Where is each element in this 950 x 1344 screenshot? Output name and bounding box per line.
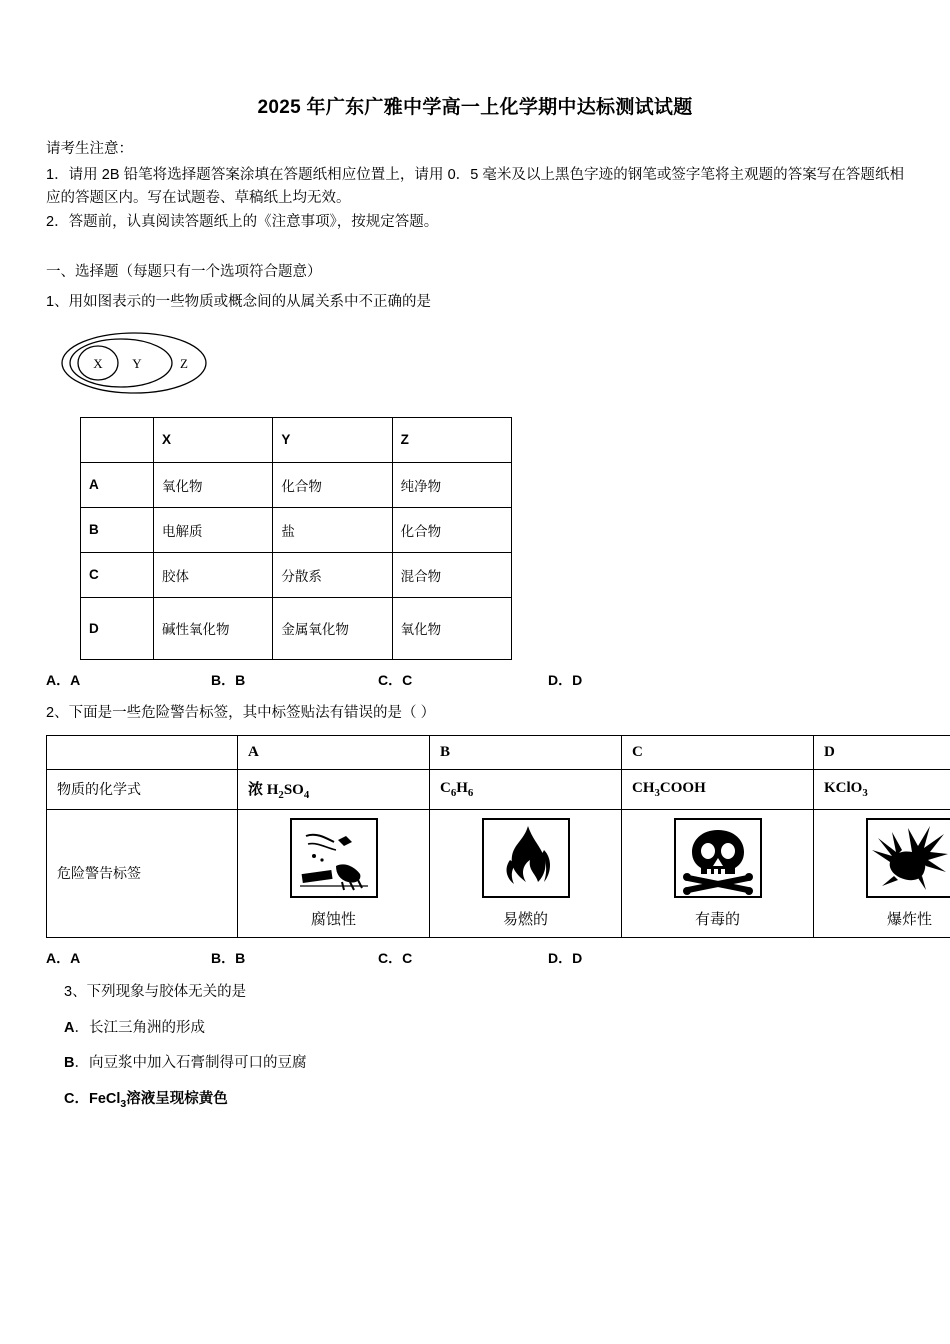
cell-y: 分散系: [273, 552, 392, 597]
explosive-icon: [866, 818, 950, 898]
cell-x: 电解质: [154, 507, 273, 552]
notice-line-2: 2．答题前，认真阅读答题纸上的《注意事项》，按规定答题。: [46, 213, 439, 230]
row-label: B: [81, 507, 154, 552]
formula-b: $C_6H_6$: [430, 769, 622, 809]
formula-d: KClO$_3$: [814, 769, 950, 809]
table-row: [81, 597, 512, 659]
cell-z: 混合物: [392, 552, 511, 597]
flammable-icon: [482, 818, 570, 898]
table-header-y: Y: [273, 417, 392, 462]
question-3-option-b[interactable]: B．向豆浆中加入石膏制得可口的豆腐: [64, 1055, 307, 1072]
notice-heading: 请考生注意：: [46, 141, 133, 157]
table-row: [81, 507, 512, 552]
question-2-table: [46, 735, 950, 938]
venn-diagram: [58, 323, 258, 403]
cell-y: 金属氧化物: [273, 597, 392, 659]
cell-x: 碱性氧化物: [154, 597, 273, 659]
row-label-hazard: 危险警告标签: [47, 809, 238, 937]
cell-x: 胶体: [154, 552, 273, 597]
cell-y: 化合物: [273, 462, 392, 507]
cell-z: 纯净物: [392, 462, 511, 507]
hazard-cell-c: [622, 809, 814, 937]
question-1-table: [80, 417, 512, 660]
option-a[interactable]: A．A: [46, 949, 81, 966]
table-row-formula: [47, 769, 950, 809]
row-label: A: [81, 462, 154, 507]
venn-label-x: X: [93, 355, 103, 371]
venn-label-z: Z: [180, 355, 188, 371]
table-header-b: B: [430, 735, 622, 769]
corrosive-icon: [290, 818, 378, 898]
row-label: D: [81, 597, 154, 659]
hazard-caption-a: 腐蚀性: [310, 911, 356, 928]
formula-c: $CH_3COOH$: [622, 769, 814, 809]
notice-line-1: 1．请用 2B 铅笔将选择题答案涂填在答题纸相应位置上，请用 0．5 毫米及以上黑色字迹的钢笔或签字笔将主观题的答案写在答题纸相应的答题区内。写在试题卷、草稿纸上均无效。: [46, 167, 904, 207]
page-title: 2025 年广东广雅中学高一上化学期中达标测试试题: [257, 97, 693, 118]
table-row: [81, 552, 512, 597]
toxic-skull-icon: [674, 818, 762, 898]
cell-z: 氧化物: [392, 597, 511, 659]
question-3-stem: 3、下列现象与胶体无关的是: [64, 983, 247, 1000]
hazard-cell-b: [430, 809, 622, 937]
option-a[interactable]: A．A: [46, 671, 81, 688]
option-d[interactable]: D．D: [548, 949, 583, 966]
question-2-stem: 2、下面是一些危险警告标签，其中标签贴法有错误的是（ ）: [46, 704, 436, 721]
table-row-icons: [47, 809, 950, 937]
question-1-stem: 1、用如图表示的一些物质或概念间的从属关系中不正确的是: [46, 294, 432, 311]
table-header-row: [81, 417, 512, 462]
option-b[interactable]: B．B: [211, 949, 246, 966]
option-b[interactable]: B．B: [211, 671, 246, 688]
table-header-blank: [47, 735, 238, 769]
question-3-option-c[interactable]: C．FeCl$_3$溶液呈现棕黄色: [64, 1091, 228, 1110]
question-1-options: [46, 670, 904, 690]
table-header-x: X: [154, 417, 273, 462]
section-heading-choice: 一、选择题（每题只有一个选项符合题意）: [46, 264, 322, 281]
row-label-formula: 物质的化学式: [47, 769, 238, 809]
formula-a: 浓 $H_2SO_4$: [238, 769, 430, 809]
table-header-blank: [81, 417, 154, 462]
table-row: [81, 462, 512, 507]
row-label: C: [81, 552, 154, 597]
venn-label-y: Y: [132, 355, 142, 371]
hazard-caption-b: 易燃的: [502, 911, 548, 928]
cell-y: 盐: [273, 507, 392, 552]
cell-x: 氧化物: [154, 462, 273, 507]
cell-z: 化合物: [392, 507, 511, 552]
table-header-row: [47, 735, 950, 769]
table-header-z: Z: [392, 417, 511, 462]
hazard-caption-c: 有毒的: [694, 911, 740, 928]
hazard-caption-d: 爆炸性: [886, 911, 932, 928]
hazard-cell-a: [238, 809, 430, 937]
option-c[interactable]: C．C: [378, 671, 413, 688]
question-2-options: [46, 948, 904, 968]
table-header-a: A: [238, 735, 430, 769]
table-header-c: C: [622, 735, 814, 769]
question-3-option-a[interactable]: A．长江三角洲的形成: [64, 1019, 205, 1036]
table-header-d: D: [814, 735, 950, 769]
option-c[interactable]: C．C: [378, 949, 413, 966]
hazard-cell-d: [814, 809, 950, 937]
option-d[interactable]: D．D: [548, 671, 583, 688]
